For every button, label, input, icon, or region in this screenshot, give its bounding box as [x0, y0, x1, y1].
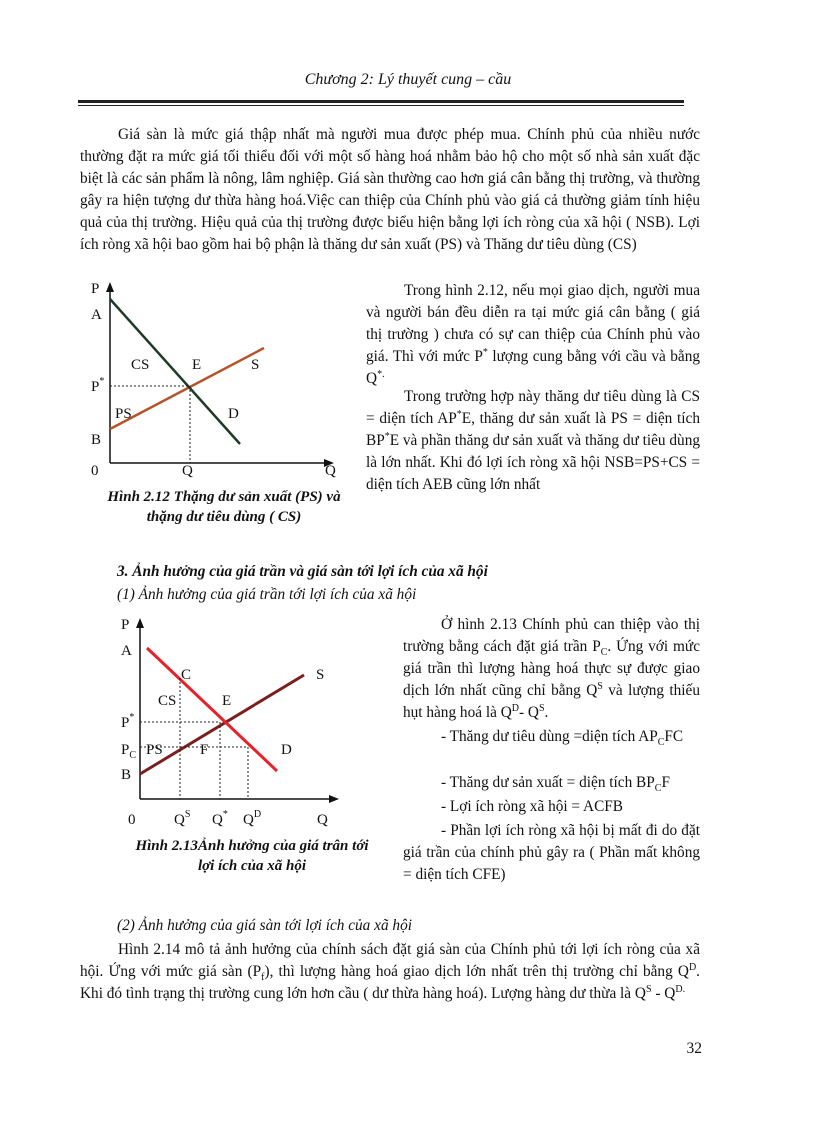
demand-line	[147, 648, 277, 771]
q-star-label: Q	[182, 463, 193, 479]
figure-2-13-chart	[112, 614, 372, 830]
point-b-label: B	[91, 432, 102, 448]
supply-line	[140, 675, 304, 774]
section-3-heading: 3. Ảnh hưởng của giá trần và giá sàn tới lợi ích của xã hội	[117, 563, 488, 580]
point-c-label: C	[181, 667, 192, 683]
figure-2-12-paragraph-2: Trong trường hợp này thăng dư tiêu dùng là CS = diện tích AP*E, thăng dư sản xuất là PS = diện tích BP*E và phần thăng dư sản xuất và thăng dư tiêu dùng là lớn nhất. Khi đó lợi ích ròng xã hội NSB=PS+CS = diện tích AEB cũng lớn nhất	[366, 388, 700, 493]
q-axis-label: Q	[325, 463, 336, 479]
subsection-1-heading: (1) Ảnh hưởng của giá trần tới lợi ích của xã hội	[117, 586, 417, 603]
net-social-benefit-bullet: - Lợi ích ròng xã hội = ACFB	[441, 798, 624, 815]
figure-2-13-caption: Hình 2.13Ảnh hưởng của giá trân tới lợi ích của xã hội	[135, 838, 369, 874]
ps-region-label: PS	[115, 406, 132, 422]
intro-paragraph: Giá sàn là mức giá thập nhất mà người mua được phép mua. Chính phủ của nhiều nước thường đặt ra mức giá tối thiểu đối với một số hàng hoá nhằm bảo hộ cho một số nhà sản xuất đặc biệt là các sản phẩm là nông, lâm nghiệp. Giá sàn thường cao hơn giá cân bằng thị trường, và thường gây ra hiện tượng dư thừa hàng hoá.Việc can thiệp của Chính phủ vào giá cả thường giảm tính hiệu quả của thị trường. Hiệu quả của thị trường được biểu hiện bằng lợi ích ròng của xã hội ( NSB). Lợi ích ròng xã hội bao gồm hai bộ phận là thăng dư sản xuất (PS) và Thăng dư tiêu dùng (CS)	[80, 126, 700, 253]
p-axis-arrow	[136, 618, 144, 628]
cs-region-label: CS	[158, 693, 177, 709]
point-e-label: E	[222, 693, 232, 709]
point-a-label: A	[91, 307, 102, 323]
header-rule-thin	[78, 105, 684, 106]
figure-2-13-paragraph: Ở hình 2.13 Chính phủ can thiệp vào thị trường bằng cách đặt giá trần $P_C$. Ứng với mức giá trần thì lượng hàng hoá thực sự được giao dịch lớn nhất cũng chỉ bằng $Q^S$ và lượng thiếu hụt hàng hoá là $Q^D-$ $Q^S$.	[403, 616, 700, 721]
figure-2-12-chart	[82, 278, 352, 483]
qd-label: $Q^D$	[243, 809, 262, 828]
header-rule-thick	[78, 100, 684, 103]
point-b-label: B	[121, 767, 132, 783]
consumer-surplus-bullet: - Thăng dư tiêu dùng =diện tích $AP_CFC$	[441, 728, 684, 749]
p-axis-label: P	[91, 281, 100, 297]
deadweight-loss-bullet: - Phần lợi ích ròng xã hội bị mất đi do đặt giá trần của chính phủ gây ra ( Phần mất không = diện tích CFE)	[403, 822, 700, 883]
q-axis-label: Q	[317, 812, 328, 828]
point-e-label: E	[192, 357, 202, 373]
point-a-label: A	[121, 643, 132, 659]
q-star-label: Q*	[212, 809, 228, 828]
subsection-2-heading: (2) Ảnh hưởng của giá sàn tới lợi ích của xã hội	[117, 917, 412, 934]
figure-2-12-caption: Hình 2.12 Thặng dư sản xuất (PS) và thặng dư tiêu dùng ( CS)	[107, 489, 341, 525]
origin-label: 0	[91, 463, 99, 479]
q-axis-arrow	[329, 795, 339, 803]
demand-label: D	[281, 742, 292, 758]
p-star-label: P*	[121, 712, 135, 731]
price-floor-paragraph: Hình 2.14 mô tả ảnh hưởng của chính sách đặt giá sàn của Chính phủ tới lợi ích ròng của xã hội. Ứng với mức giá sàn $(P_f)$, thì lượng hàng hoá giao dịch lớn nhất trên thị trường chỉ bằng $Q^D$. Khi đó tình trạng thị trường cung lớn hơn cầu ( dư thừa hàng hoá). Lượng hàng dư thừa là $Q^S - Q^{D.}$	[80, 941, 700, 1002]
ps-region-label: PS	[146, 742, 163, 758]
producer-surplus-bullet: - Thăng dư sản xuất = diện tích $BP_CF$	[441, 774, 670, 795]
p-axis-label: P	[121, 617, 130, 633]
p-axis-arrow	[106, 282, 114, 292]
origin-label: 0	[128, 812, 136, 828]
figure-2-12-paragraph-1: Trong hình 2.12, nếu mọi giao dịch, người mua và người bán đều diễn ra tại mức giá cân bằng ( giá thị trường ) chưa có sự can thiệp của Chính phủ vào giá. Thì với mức P* lượng cung bằng với cầu và bằng Q*.	[366, 282, 701, 387]
supply-label: S	[316, 667, 325, 683]
pc-label: $P_C$	[121, 742, 137, 761]
page-number: 32	[686, 1040, 702, 1057]
p-star-label: P*	[91, 376, 105, 395]
supply-label: S	[251, 357, 260, 373]
point-f-label: F	[200, 742, 209, 758]
demand-label: D	[228, 406, 239, 422]
chapter-header: Chương 2: Lý thuyết cung – cầu	[304, 71, 512, 88]
cs-region-label: CS	[131, 357, 150, 373]
qs-label: $Q^S$	[174, 809, 191, 828]
